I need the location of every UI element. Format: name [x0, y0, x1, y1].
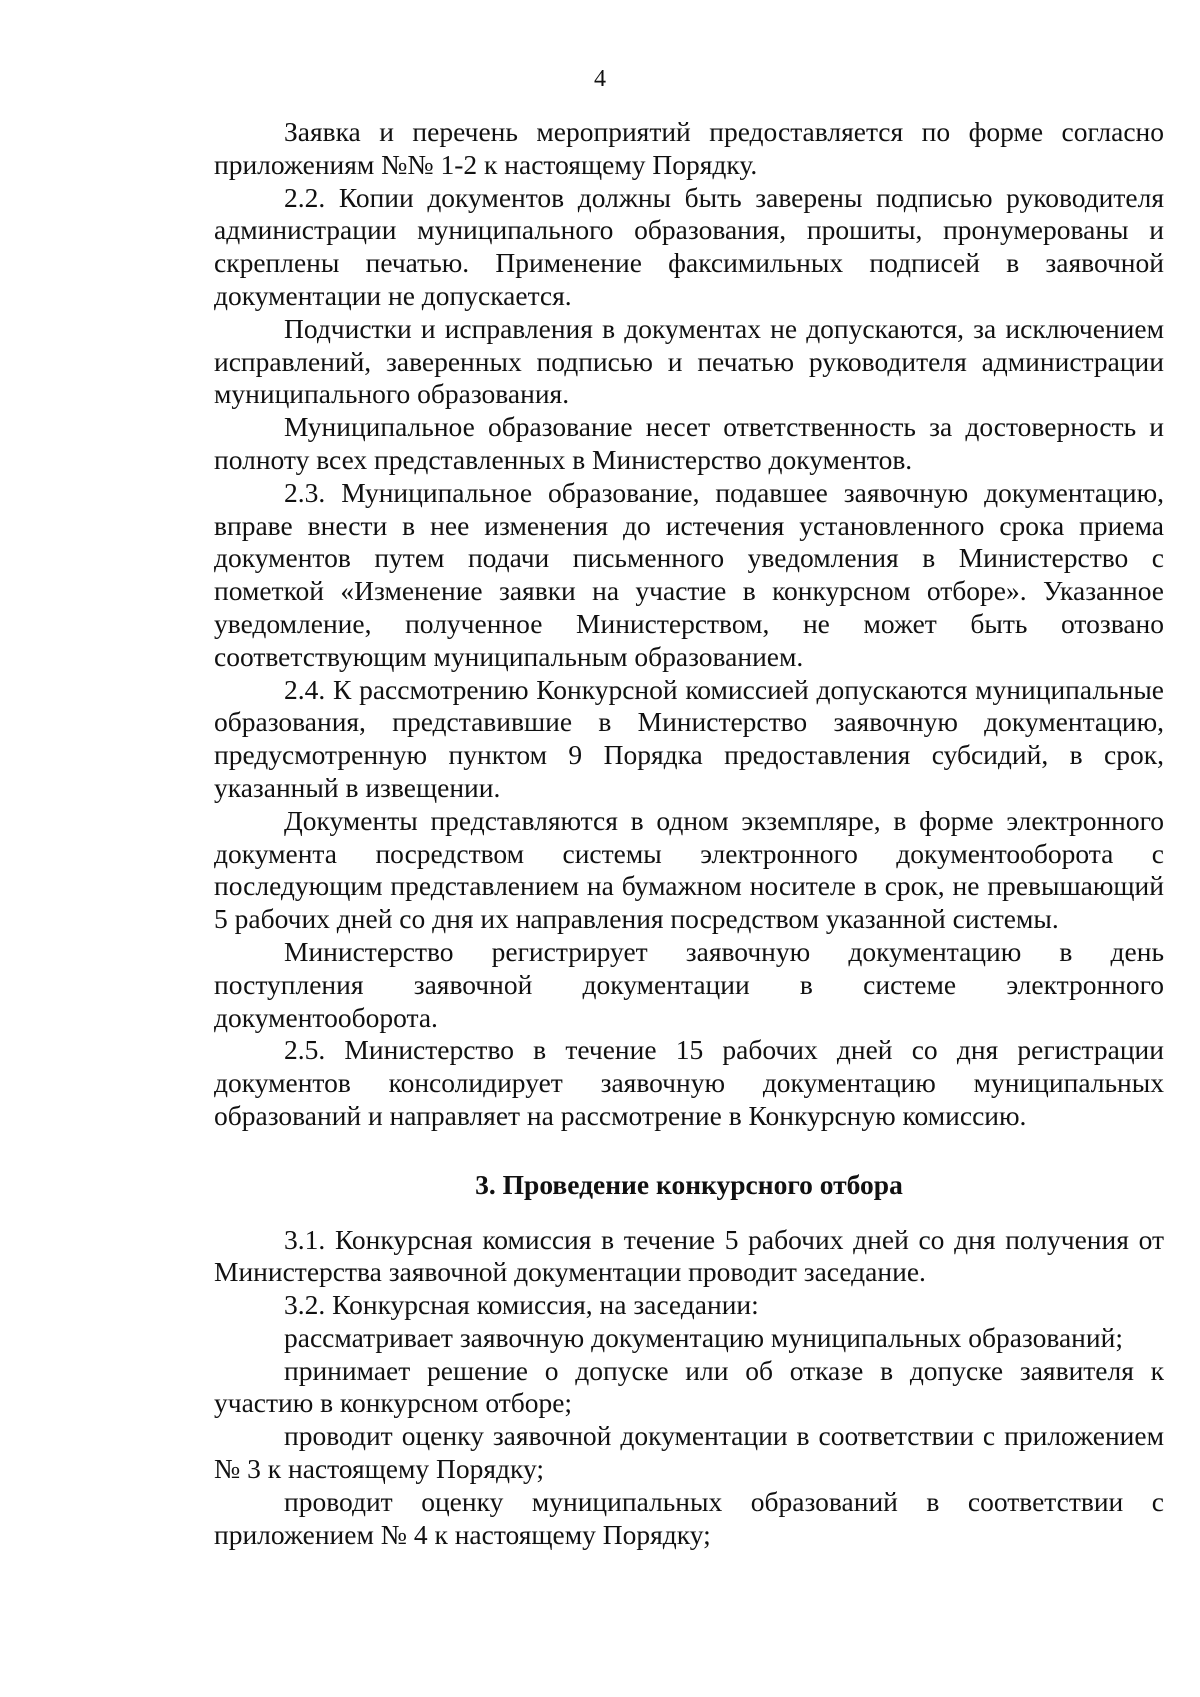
- paragraph: Заявка и перечень мероприятий предоставляется по форме согласно приложениям №№ 1-2 к настоящему Порядку.: [214, 116, 1164, 180]
- section-heading: 3. Проведение конкурсного отбора: [475, 1168, 903, 1200]
- paragraph: Министерство регистрирует заявочную документацию в день поступления заявочной документации в системе электронного документооборота.: [214, 935, 1164, 1033]
- paragraph: 2.2. Копии документов должны быть заверены подписью руководителя администрации муниципального образования, прошиты, пронумерованы и скреплены печатью. Применение факсимильных подписей в заявочной документации не допускается.: [214, 181, 1164, 311]
- paragraph: Подчистки и исправления в документах не допускаются, за исключением исправлений, заверенных подписью и печатью руководителя администрации муниципального образования.: [214, 312, 1164, 410]
- paragraph: проводит оценку заявочной документации в соответствии с приложением № 3 к настоящему Порядку;: [214, 1420, 1164, 1485]
- paragraph: 3.1. Конкурсная комиссия в течение 5 рабочих дней со дня получения от Министерства заявочной документации проводит заседание.: [214, 1223, 1164, 1288]
- paragraph: 3.2. Конкурсная комиссия, на заседании:: [284, 1289, 759, 1321]
- paragraph: принимает решение о допуске или об отказе в допуске заявителя к участию в конкурсном отборе;: [214, 1354, 1164, 1419]
- paragraph: Документы представляются в одном экземпляре, в форме электронного документа посредством системы электронного документооборота с последующим представлением на бумажном носителе в срок, не превышающий 5 рабочих дней со дня их направления посредством указанной системы.: [214, 804, 1164, 935]
- paragraph: Муниципальное образование несет ответственность за достоверность и полноту всех представленных в Министерство документов.: [214, 411, 1164, 475]
- paragraph: рассматривает заявочную документацию муниципальных образований;: [284, 1321, 1123, 1353]
- paragraph: 2.4. К рассмотрению Конкурсной комиссией допускаются муниципальные образования, представившие в Министерство заявочную документацию, предусмотренную пунктом 9 Порядка предоставления субсидий, в срок, указанный в извещении.: [214, 673, 1164, 803]
- paragraph: проводит оценку муниципальных образований в соответствии с приложением № 4 к настоящему Порядку;: [214, 1485, 1164, 1550]
- paragraph: 2.5. Министерство в течение 15 рабочих дней со дня регистрации документов консолидирует заявочную документацию муниципальных образований и направляет на рассмотрение в Конкурсную комиссию.: [214, 1034, 1164, 1131]
- paragraph: 2.3. Муниципальное образование, подавшее заявочную документацию, вправе внести в нее изменения до истечения установленного срока приема документов путем подачи письменного уведомления в Министерство с пометкой «Изменение заявки на участие в конкурсном отборе». Указанное уведомление, полученное Министерством, не может быть отозвано соответствующим муниципальным образованием.: [214, 476, 1164, 672]
- page-number: 4: [594, 66, 606, 92]
- document-body: [214, 116, 1164, 1551]
